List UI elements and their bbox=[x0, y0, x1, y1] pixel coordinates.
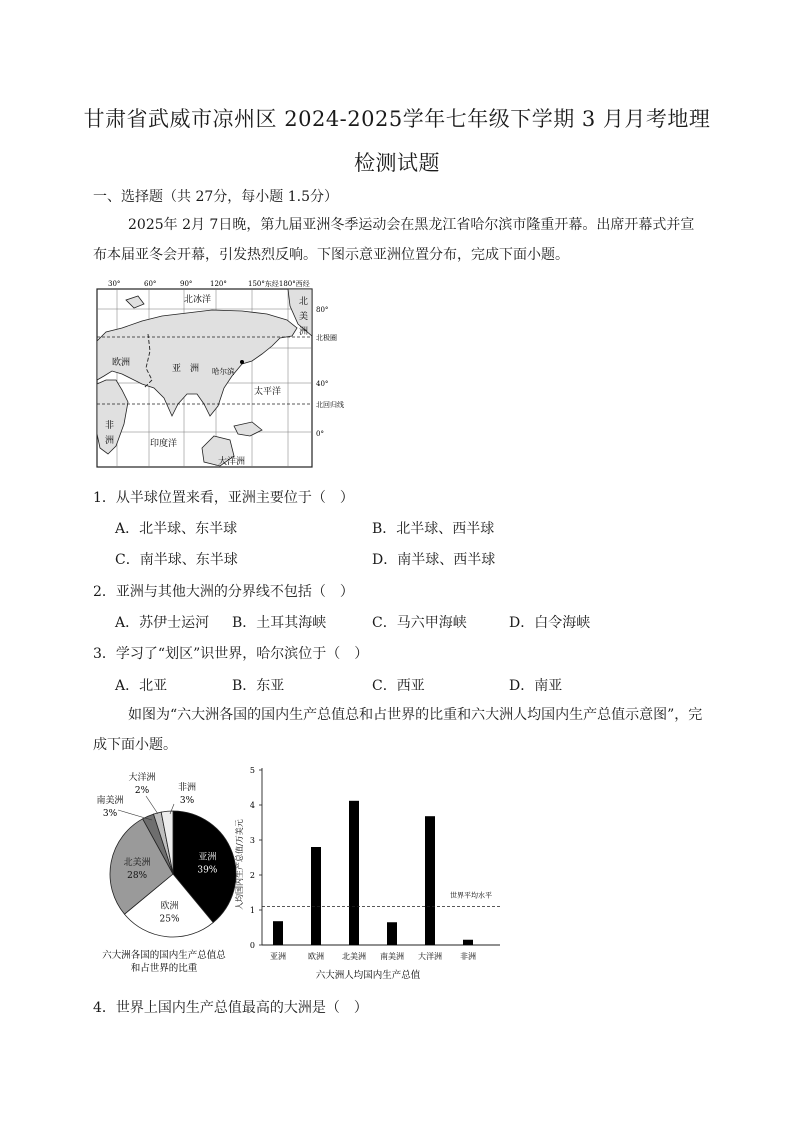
bar-y-tick-label: 5 bbox=[249, 766, 255, 775]
bar-y-axis-label: 人均国内生产总值/万美元 bbox=[235, 819, 244, 910]
intro-paragraph-2: 如图为“六大洲各国的国内生产总值总和占世界的比重和六大洲人均国内生产总值示意图”，完成下面小题。 bbox=[93, 707, 703, 753]
bar-2 bbox=[349, 801, 359, 945]
pie-label-oceania-name: 大洋洲 bbox=[128, 773, 156, 783]
question-2-option-c[interactable]: C．马六甲海峡 bbox=[372, 615, 467, 631]
bar-3 bbox=[387, 922, 397, 945]
map-label-north-america: 北 bbox=[299, 297, 309, 307]
section-heading: 一、选择题（共 27分，每小题 1.5分） bbox=[93, 189, 338, 205]
gdp-share-pie-chart bbox=[88, 766, 248, 976]
map-right-tick: 0° bbox=[316, 430, 324, 438]
question-1-option-b[interactable]: B．北半球、西半球 bbox=[372, 521, 495, 537]
pie-label-africa-value: 3% bbox=[179, 796, 195, 806]
map-right-tick: 80° bbox=[316, 306, 329, 314]
per-capita-gdp-bar-chart bbox=[228, 760, 508, 985]
asia-location-map bbox=[92, 276, 362, 471]
question-1-stem: 1．从半球位置来看，亚洲主要位于（ ） bbox=[93, 490, 354, 506]
pie-label-name-0: 亚洲 bbox=[198, 852, 217, 863]
pie-label-value-2: 28% bbox=[127, 871, 148, 882]
pie-title-line2: 和占世界的比重 bbox=[130, 963, 198, 974]
intro-paragraph-1: 2025年 2月 7日晚，第九届亚洲冬季运动会在黑龙江省哈尔滨市隆重开幕。出席开幕式并宣布本届亚冬会开幕，引发热烈反响。下图示意亚洲位置分布，完成下面小题。 bbox=[93, 217, 695, 263]
question-3-option-c[interactable]: C．西亚 bbox=[372, 678, 425, 694]
document-title: 甘肃省武威市凉州区 2024-2025学年七年级下学期 3 月月考地理 bbox=[83, 107, 711, 131]
map-label-oceania: 大洋洲 bbox=[218, 457, 246, 467]
question-2-option-d[interactable]: D．白令海峡 bbox=[509, 615, 591, 631]
bar-x-label-0: 亚洲 bbox=[270, 952, 286, 961]
map-label-africa: 非 bbox=[105, 421, 115, 431]
map-label-north-america: 美 bbox=[299, 312, 309, 322]
document-title-line2: 检测试题 bbox=[354, 151, 440, 175]
pie-label-samerica-value: 3% bbox=[102, 809, 118, 819]
bar-y-tick-label: 4 bbox=[249, 801, 255, 810]
bar-y-tick-label: 2 bbox=[249, 871, 255, 880]
question-3-stem: 3．学习了“划区”识世界，哈尔滨位于（ ） bbox=[93, 646, 369, 662]
map-label-africa: 洲 bbox=[105, 436, 115, 446]
map-right-label: 北极圈 bbox=[316, 334, 337, 342]
bar-4 bbox=[425, 816, 435, 945]
map-top-tick: 120° bbox=[210, 280, 227, 288]
question-2-option-b[interactable]: B．土耳其海峡 bbox=[232, 615, 327, 631]
bar-0 bbox=[273, 921, 283, 945]
bar-1 bbox=[311, 847, 321, 945]
pie-label-value-1: 25% bbox=[159, 914, 180, 925]
question-2-stem: 2．亚洲与其他大洲的分界线不包括（ ） bbox=[93, 584, 354, 600]
bar-x-label-4: 大洋洲 bbox=[418, 952, 442, 961]
question-2-option-a[interactable]: A．苏伊士运河 bbox=[115, 615, 210, 631]
world-average-label: 世界平均水平 bbox=[450, 891, 492, 900]
map-label-indian-ocean: 印度洋 bbox=[150, 439, 178, 449]
bar-x-label-1: 欧洲 bbox=[308, 952, 324, 961]
pie-label-oceania-value: 2% bbox=[134, 786, 150, 796]
bar-5 bbox=[463, 940, 473, 945]
pie-label-name-1: 欧洲 bbox=[160, 901, 179, 912]
bar-y-tick-label: 3 bbox=[249, 836, 255, 845]
bar-y-tick-label: 1 bbox=[249, 906, 255, 915]
map-label-pacific: 太平洋 bbox=[254, 387, 282, 397]
bar-x-label-3: 南美洲 bbox=[380, 952, 404, 961]
pie-label-name-2: 北美洲 bbox=[123, 858, 151, 869]
question-3-option-a[interactable]: A．北亚 bbox=[115, 678, 168, 694]
harbin-marker bbox=[240, 360, 244, 364]
map-label-harbin: 哈尔滨 bbox=[212, 367, 235, 376]
bar-x-label-2: 北美洲 bbox=[342, 952, 366, 961]
map-top-tick: 90° bbox=[180, 280, 193, 288]
pie-label-samerica-name: 南美洲 bbox=[96, 796, 124, 806]
question-1-option-a[interactable]: A．北半球、东半球 bbox=[115, 521, 238, 537]
map-label-asia: 亚 洲 bbox=[172, 364, 200, 374]
question-3-option-d[interactable]: D．南亚 bbox=[509, 678, 563, 694]
map-top-tick: 60° bbox=[144, 280, 157, 288]
pie-label-value-0: 39% bbox=[197, 865, 218, 876]
map-top-tick: 150°东经180°西经 bbox=[248, 280, 310, 288]
map-label-arctic-ocean: 北冰洋 bbox=[184, 295, 212, 305]
bar-chart-title: 六大洲人均国内生产总值 bbox=[315, 970, 421, 981]
map-right-label: 北回归线 bbox=[316, 401, 344, 409]
map-top-tick: 30° bbox=[108, 280, 121, 288]
pie-label-africa-name: 非洲 bbox=[177, 783, 197, 793]
pie-title-line1: 六大洲各国的国内生产总值总 bbox=[102, 950, 226, 961]
question-3-option-b[interactable]: B．东亚 bbox=[232, 678, 285, 694]
bar-y-tick-label: 0 bbox=[249, 941, 255, 950]
bar-x-label-5: 非洲 bbox=[460, 952, 476, 961]
map-label-europe: 欧洲 bbox=[112, 358, 131, 368]
question-4-stem: 4．世界上国内生产总值最高的大洲是（ ） bbox=[93, 1000, 368, 1016]
map-label-north-america: 洲 bbox=[299, 327, 309, 337]
question-1-option-c[interactable]: C．南半球、东半球 bbox=[115, 552, 238, 568]
map-right-tick: 40° bbox=[316, 380, 329, 388]
question-1-option-d[interactable]: D．南半球、西半球 bbox=[372, 552, 496, 568]
